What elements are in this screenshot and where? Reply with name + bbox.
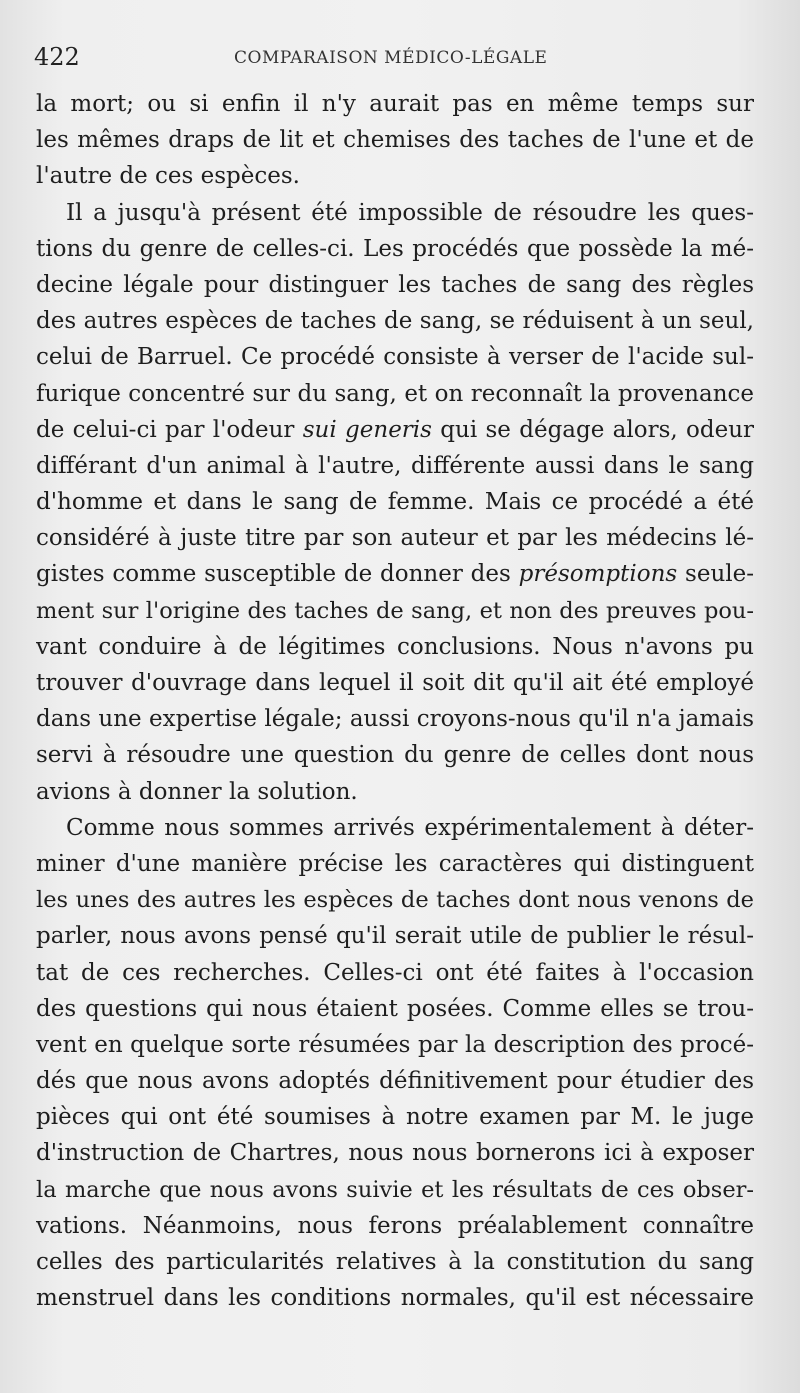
text-line: différant d'un animal à l'autre, différente aussi dans le sang — [36, 452, 754, 479]
text-line: des autres espèces de taches de sang, se réduisent à un seul, — [36, 308, 754, 335]
running-head: COMPARAISON MÉDICO-LÉGALE — [234, 48, 548, 68]
page-number: 422 — [34, 43, 80, 71]
text-line: furique concentré sur du sang, et on reconnaît la provenance — [36, 380, 754, 407]
text-line: celles des particularités relatives à la constitution du sang — [36, 1249, 754, 1275]
text-line: dés que nous avons adoptés définitivement pour étudier des — [36, 1068, 754, 1095]
text-line: vant conduire à de légitimes conclusions. Nous n'avons pu — [36, 633, 754, 660]
text-line: trouver d'ouvrage dans lequel il soit dit qu'il ait été employé — [36, 670, 754, 696]
text-line: d'instruction de Chartres, nous nous bornerons ici à exposer — [36, 1140, 754, 1167]
text-line: pièces qui ont été soumises à notre examen par M. le juge — [36, 1104, 754, 1131]
text-line: vations. Néanmoins, nous ferons préalablement connaître — [36, 1212, 754, 1239]
text-line: Comme nous sommes arrivés expérimentalement à déter- — [66, 814, 754, 841]
text-line: ment sur l'origine des taches de sang, et non des preuves pou- — [36, 597, 754, 624]
italic-phrase: présomptions — [518, 561, 678, 588]
body-text — [36, 86, 754, 1316]
text-line: considéré à juste titre par son auteur et par les médecins lé- — [36, 525, 754, 552]
text-line: vent en quelque sorte résumées par la description des procé- — [36, 1031, 754, 1058]
text-line: de celui-ci par l'odeur sui generis qui se dégage alors, odeur — [36, 416, 754, 443]
text-line: tions du genre de celles-ci. Les procédés que possède la mé- — [36, 235, 754, 262]
text-line: avions à donner la solution. — [36, 778, 358, 805]
text-line: miner d'une manière précise les caractères qui distinguent — [36, 850, 754, 877]
text-line: menstruel dans les conditions normales, qu'il est nécessaire — [36, 1285, 754, 1312]
text-line: decine légale pour distinguer les taches de sang des règles — [36, 271, 754, 298]
text-line: les mêmes draps de lit et chemises des taches de l'une et de — [36, 127, 754, 154]
text-line: dans une expertise légale; aussi croyons-nous qu'il n'a jamais — [36, 706, 754, 733]
text-line: celui de Barruel. Ce procédé consiste à verser de l'acide sul- — [36, 344, 754, 371]
text-line: tat de ces recherches. Celles-ci ont été faites à l'occasion — [36, 959, 754, 986]
page-header — [34, 42, 754, 72]
text-line: d'homme et dans le sang de femme. Mais ce procédé a été — [36, 489, 754, 516]
text-line: servi à résoudre une question du genre de celles dont nous — [36, 742, 754, 769]
text-line: Il a jusqu'à présent été impossible de résoudre les ques- — [66, 199, 754, 226]
text-line: l'autre de ces espèces. — [36, 163, 300, 190]
italic-phrase: sui generis — [302, 416, 432, 443]
text-line: la marche que nous avons suivie et les résultats de ces obser- — [36, 1176, 754, 1203]
text-line: la mort; ou si enfin il n'y aurait pas en même temps sur — [36, 91, 754, 117]
text-line: des questions qui nous étaient posées. Comme elles se trou- — [36, 995, 754, 1022]
text-line: les unes des autres les espèces de taches dont nous venons de — [36, 887, 754, 914]
text-line: parler, nous avons pensé qu'il serait utile de publier le résul- — [36, 923, 754, 950]
text-line: gistes comme susceptible de donner des présomptions seule- — [36, 561, 754, 588]
